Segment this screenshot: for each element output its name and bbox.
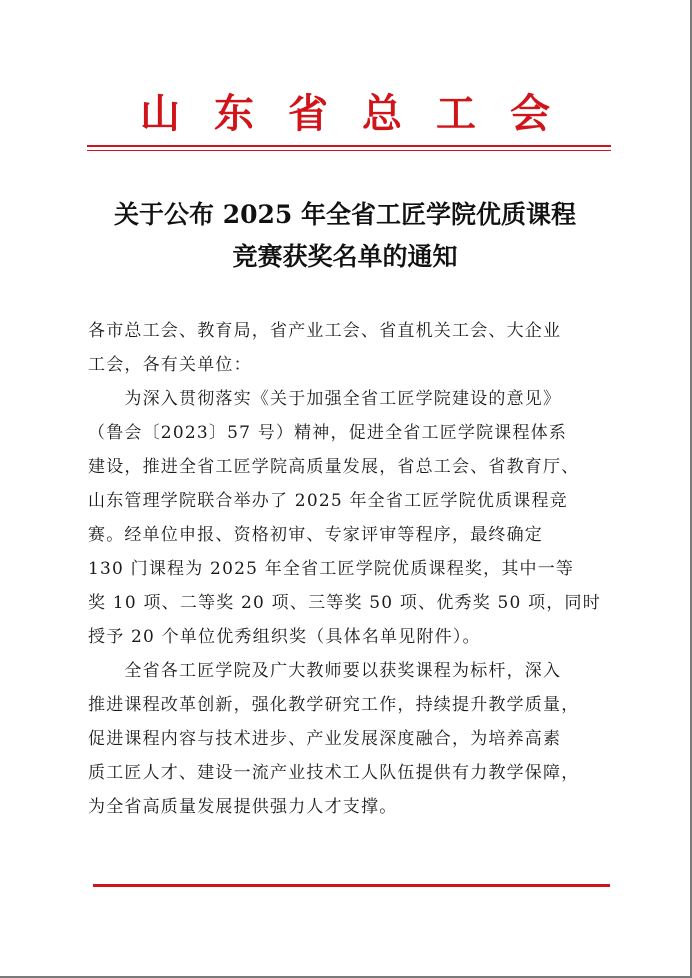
paragraph-line: 为全省高质量发展提供强力人才支撑。 bbox=[88, 797, 398, 817]
paragraph-1 bbox=[88, 382, 612, 654]
salutation bbox=[88, 314, 612, 382]
paragraph-line: 促进课程内容与技术进步、产业发展深度融合，为培养高素 bbox=[88, 729, 562, 749]
footer-red-rule bbox=[93, 884, 610, 887]
paragraph-line: 奖 10 项、二等奖 20 项、三等奖 50 项、优秀奖 50 项，同时 bbox=[88, 593, 601, 613]
title-line-2: 竞赛获奖名单的通知 bbox=[232, 242, 458, 271]
paragraph-line: 质工匠人才、建设一流产业技术工人队伍提供有力教学保障， bbox=[88, 763, 580, 783]
paragraph-line: （鲁会〔2023〕57 号）精神，促进全省工匠学院课程体系 bbox=[88, 423, 568, 443]
paragraph-line: 推进课程改革创新，强化教学研究工作，持续提升教学质量， bbox=[88, 695, 580, 715]
salutation-line: 各市总工会、教育局，省产业工会、省直机关工会、大企业 bbox=[88, 321, 562, 341]
paragraph-line: 建设，推进全省工匠学院高质量发展，省总工会、省教育厅、 bbox=[88, 457, 580, 477]
paragraph-line: 全省各工匠学院及广大教师要以获奖课程为标杆，深入 bbox=[88, 661, 562, 681]
paragraph-line: 为深入贯彻落实《关于加强全省工匠学院建设的意见》 bbox=[88, 389, 562, 409]
document-body bbox=[88, 314, 612, 824]
paragraph-line: 授予 20 个单位优秀组织奖（具体名单见附件）。 bbox=[88, 627, 481, 647]
document-title bbox=[40, 194, 650, 278]
title-line-1: 关于公布 2025 年全省工匠学院优质课程 bbox=[114, 200, 576, 229]
paragraph-line: 赛。经单位申报、资格初审、专家评审等程序，最终确定 bbox=[88, 525, 543, 545]
paragraph-line: 130 门课程为 2025 年全省工匠学院优质课程奖，其中一等 bbox=[88, 559, 575, 579]
paragraph-2 bbox=[88, 654, 612, 824]
salutation-line: 工会，各有关单位： bbox=[88, 355, 252, 375]
paragraph-line: 山东管理学院联合举办了 2025 年全省工匠学院优质课程竞 bbox=[88, 491, 568, 511]
org-header: 山东省总工会 bbox=[140, 90, 584, 137]
header-red-rule-thin bbox=[87, 150, 611, 151]
header-red-rule bbox=[87, 145, 611, 147]
